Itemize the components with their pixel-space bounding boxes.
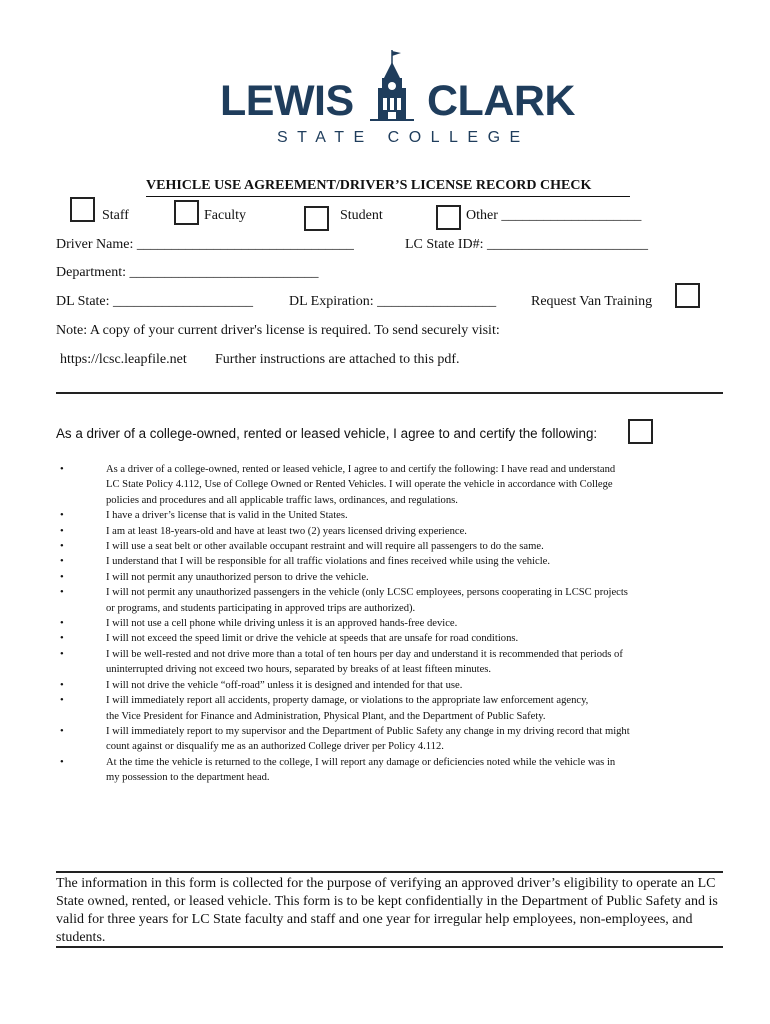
list-item-text: I will not permit any unauthorized person to drive the vehicle. <box>106 571 369 583</box>
other-label: Other ____________________ <box>466 208 642 223</box>
lc-state-id-field[interactable]: LC State ID#: _______________________ <box>405 237 649 252</box>
bullet-icon: • <box>60 587 64 599</box>
list-item-text: I will be well-rested and not drive more than a total of ten hours per day and understand it is recommended that periods of uninterrupted driving not exceed two hours, separated by breaks of at least fifteen minutes. <box>106 648 623 676</box>
list-item-text: At the time the vehicle is returned to the college, I will report any damage or deficiencies noted while the vehicle was in my possession to the department head. <box>106 756 616 784</box>
list-item-text: I will use a seat belt or other available occupant restraint and will require all passengers to do the same. <box>106 541 544 553</box>
title-underline <box>146 196 630 197</box>
logo-word-clark: CLARK <box>427 77 575 125</box>
list-item <box>58 462 738 508</box>
bullet-icon: • <box>60 648 64 660</box>
faculty-label: Faculty <box>204 208 246 223</box>
list-item <box>58 570 738 585</box>
instructions-note: Further instructions are attached to this pdf. <box>215 352 460 367</box>
list-item-text: I will not exceed the speed limit or drive the vehicle at speeds that are unsafe for road conditions. <box>106 633 519 645</box>
list-item-text: As a driver of a college-owned, rented or leased vehicle, I agree to and certify the following: I have read and understand LC State Policy 4.112, Use of College Owned or Rented Vehicles. I will operate the vehicle in accordance with College policies and procedures and all applicable traffic laws, ordinances, and regulations. <box>106 464 616 506</box>
other-checkbox[interactable] <box>436 205 461 230</box>
list-item <box>58 724 738 755</box>
bullet-icon: • <box>60 510 64 522</box>
agreement-checkbox[interactable] <box>628 419 653 444</box>
leapfile-link[interactable]: https://lcsc.leapfile.net <box>60 352 187 367</box>
logo-word-lewis: LEWIS <box>220 77 354 125</box>
list-item-text: I am at least 18-years-old and have at least two (2) years licensed driving experience. <box>106 525 467 537</box>
bullet-icon: • <box>60 633 64 645</box>
list-item <box>58 755 738 786</box>
bullet-icon: • <box>60 756 64 768</box>
student-label: Student <box>340 208 383 223</box>
logo-subtitle: STATE COLLEGE <box>277 129 530 146</box>
clock-tower-icon <box>366 48 418 124</box>
department-field[interactable]: Department: ___________________________ <box>56 265 319 280</box>
college-logo <box>220 48 575 150</box>
list-item <box>58 554 738 569</box>
list-item <box>58 585 738 616</box>
list-item-text: I will not permit any unauthorized passengers in the vehicle (only LCSC employees, persons cooperating in LCSC projects or programs, and students participating in approved trips are authorized). <box>106 587 628 614</box>
list-item-text: I have a driver’s license that is valid in the United States. <box>106 510 348 522</box>
license-note: Note: A copy of your current driver's license is required. To send securely visit: <box>56 323 500 338</box>
bullet-icon: • <box>60 541 64 553</box>
list-item <box>58 693 738 724</box>
list-item <box>58 631 738 646</box>
bullet-icon: • <box>60 556 64 568</box>
bullet-icon: • <box>60 679 64 691</box>
footer-top-rule <box>56 871 723 873</box>
request-van-training-label: Request Van Training <box>531 294 653 309</box>
student-checkbox[interactable] <box>304 206 329 231</box>
bullet-icon: • <box>60 695 64 707</box>
agreement-heading: As a driver of a college-owned, rented or leased vehicle, I agree to and certify the following: <box>56 426 598 441</box>
list-item-text: I will not use a cell phone while driving unless it is an approved hands-free device. <box>106 618 458 630</box>
list-item <box>58 539 738 554</box>
faculty-checkbox[interactable] <box>174 200 199 225</box>
agreement-list <box>58 462 738 786</box>
section-divider <box>56 392 723 394</box>
footer-bottom-rule <box>56 946 723 948</box>
bullet-icon: • <box>60 571 64 583</box>
bullet-icon: • <box>60 525 64 537</box>
list-item-text: I will not drive the vehicle “off-road” unless it is designed and intended for that use. <box>106 679 463 691</box>
bullet-icon: • <box>60 618 64 630</box>
bullet-icon: • <box>60 464 64 475</box>
dl-expiration-field[interactable]: DL Expiration: _________________ <box>289 294 497 309</box>
list-item-text: I understand that I will be responsible for all traffic violations and fines received while using the vehicle. <box>106 556 551 568</box>
footer-notice: The information in this form is collected for the purpose of verifying an approved driver’s eligibility to operate an LC State owned, rented, or leased vehicle. This form is to be kept confidentially in the Department of Public Safety and is valid for three years for LC State faculty and staff and one year for irregular help employees, non-employees, and students. <box>56 876 718 945</box>
staff-label: Staff <box>102 208 129 223</box>
request-van-training-checkbox[interactable] <box>675 283 700 308</box>
driver-name-field[interactable]: Driver Name: _______________________________ <box>56 237 354 252</box>
list-item <box>58 647 738 678</box>
dl-state-field[interactable]: DL State: ____________________ <box>56 294 254 309</box>
list-item-text: I will immediately report to my supervisor and the Department of Public Safety any change in my driving record that might count against or disqualify me as an authorized College driver per Policy 4.112. <box>106 725 630 753</box>
list-item <box>58 616 738 631</box>
form-title: VEHICLE USE AGREEMENT/DRIVER’S LICENSE RECORD CHECK <box>146 178 592 193</box>
list-item <box>58 678 738 693</box>
staff-checkbox[interactable] <box>70 197 95 222</box>
bullet-icon: • <box>60 725 64 737</box>
list-item <box>58 508 738 523</box>
list-item-text: I will immediately report all accidents, property damage, or violations to the appropriate law enforcement agency, the Vice President for Finance and Administration, Physical Plant, and the Department of Public Safety. <box>106 695 589 722</box>
list-item <box>58 524 738 539</box>
